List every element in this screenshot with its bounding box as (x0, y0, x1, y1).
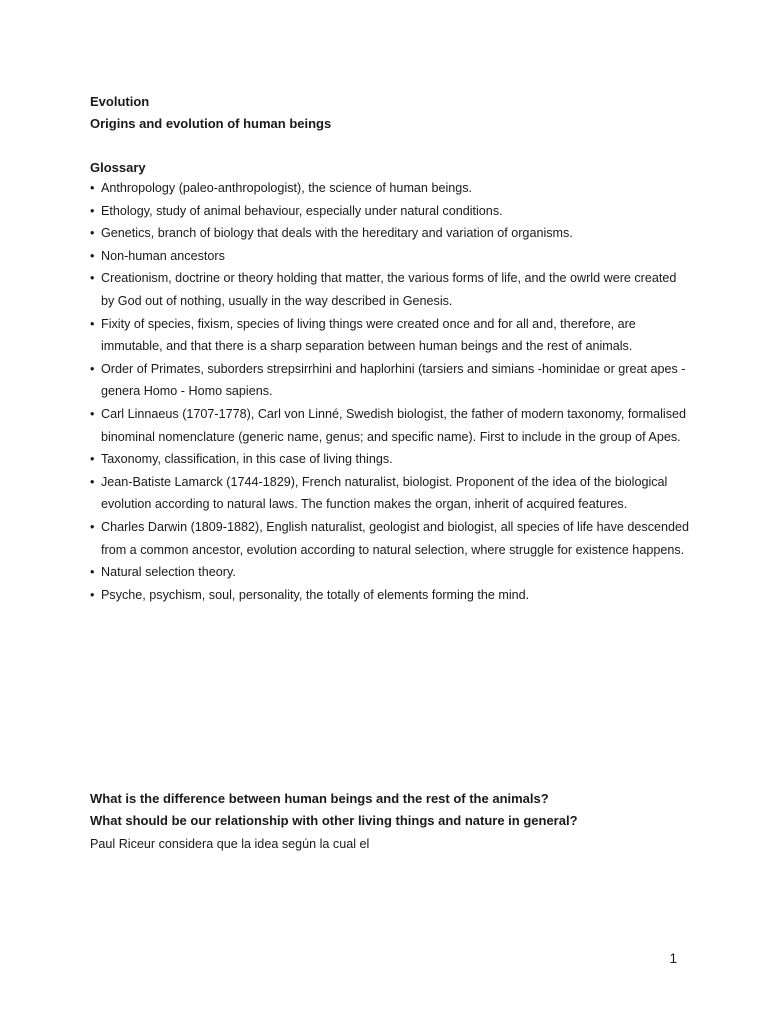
glossary-item-text: Genetics, branch of biology that deals with the hereditary and variation of organisms. (101, 226, 573, 241)
bullet-icon: • (90, 248, 95, 263)
bullet-icon: • (90, 361, 95, 376)
glossary-item-text: Order of Primates, suborders strepsirrhini and haplorhini (tarsiers and simians -hominidae or great apes - genera Homo - Homo sapiens. (101, 361, 686, 399)
document-title: Evolution (90, 94, 150, 109)
glossary-item-text: Natural selection theory. (101, 565, 236, 580)
glossary-item-text: Non-human ancestors (101, 248, 225, 263)
glossary-item (90, 200, 690, 223)
glossary-item (90, 561, 690, 584)
bullet-icon: • (90, 452, 95, 467)
page-number: 1 (669, 951, 677, 966)
glossary-item (90, 222, 690, 245)
glossary-item-text: Charles Darwin (1809-1882), English naturalist, geologist and biologist, all species of life have descended from a common ancestor, evolution according to natural selection, where struggle for existence happens. (101, 519, 690, 557)
glossary-item (90, 177, 690, 200)
glossary-item (90, 584, 690, 607)
glossary-item (90, 267, 690, 312)
glossary-item (90, 471, 690, 516)
bullet-icon: • (90, 587, 95, 602)
bullet-icon: • (90, 271, 95, 286)
glossary-item-text: Anthropology (paleo-anthropologist), the science of human beings. (101, 181, 473, 195)
glossary-item-text: Ethology, study of animal behaviour, especially under natural conditions. (101, 203, 503, 218)
glossary-item (90, 448, 690, 471)
question-2: What should be our relationship with other living things and nature in general? (90, 813, 578, 828)
glossary-item-text: Carl Linnaeus (1707-1778), Carl von Linné, Swedish biologist, the father of modern taxonomy, formalised binominal nomenclature (generic name, genus; and specific name). First to include in the group of Apes. (101, 406, 686, 444)
bullet-icon: • (90, 226, 95, 241)
bullet-icon: • (90, 406, 95, 421)
bullet-icon: • (90, 565, 95, 580)
bullet-icon: • (90, 181, 95, 195)
bullet-icon: • (90, 519, 95, 534)
glossary-item (90, 403, 690, 448)
glossary-item (90, 245, 690, 268)
glossary-item-text: Creationism, doctrine or theory holding that matter, the various forms of life, and the owrld were created by God out of nothing, usually in the way described in Genesis. (101, 271, 677, 308)
body-paragraph: Paul Riceur considera que la idea según la cual el (90, 837, 370, 851)
bullet-icon: • (90, 474, 95, 489)
glossary-item-text: Fixity of species, fixism, species of living things were created once and for all and, therefore, are immutable, and that there is a sharp separation between human beings and the rest of animals. (101, 316, 636, 354)
question-1: What is the difference between human beings and the rest of the animals? (90, 791, 549, 806)
glossary-item (90, 516, 690, 561)
glossary-item (90, 358, 690, 403)
document-subtitle: Origins and evolution of human beings (90, 116, 332, 131)
glossary-item (90, 313, 690, 358)
bullet-icon: • (90, 203, 95, 218)
glossary-item-text: Psyche, psychism, soul, personality, the totally of elements forming the mind. (101, 587, 530, 602)
glossary-list (90, 177, 690, 606)
glossary-heading: Glossary (90, 160, 146, 175)
glossary-item-text: Taxonomy, classification, in this case of living things. (101, 452, 393, 467)
bullet-icon: • (90, 316, 95, 331)
glossary-item-text: Jean-Batiste Lamarck (1744-1829), French naturalist, biologist. Proponent of the idea of the biological evolution according to natural laws. The function makes the organ, inherit of acquired features. (101, 474, 668, 512)
